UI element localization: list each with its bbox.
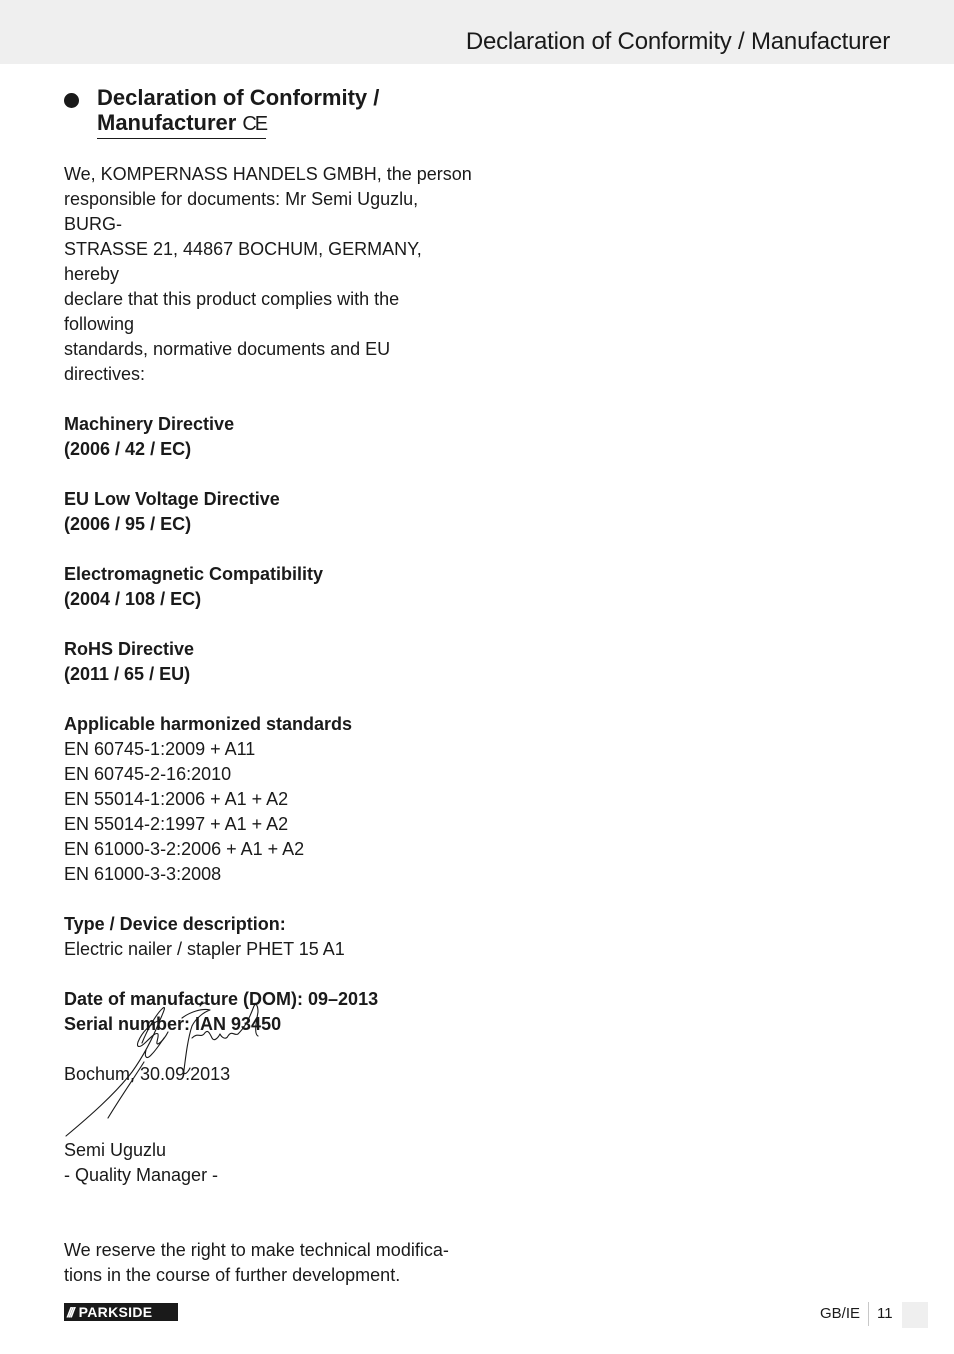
serial-number: Serial number: IAN 93450 (64, 1014, 282, 1034)
notice-line: tions in the course of further development. (64, 1265, 401, 1285)
parkside-logo (64, 1303, 178, 1321)
directive-name: Electromagnetic Compatibility (64, 564, 324, 584)
manufacture-date: Date of manufacture (DOM): 09–2013 (64, 989, 379, 1009)
page-header-title: Declaration of Conformity / Manufacturer (465, 28, 890, 55)
intro-line: responsible for documents: Mr Semi Uguzlu, BURG- (64, 189, 419, 234)
standards-title: Applicable harmonized standards (64, 714, 353, 734)
intro-line: standards, normative documents and EU directives: (64, 339, 391, 384)
footer-country: GB/IE (820, 1305, 861, 1322)
page-header (0, 0, 954, 64)
section-title-line2: Manufacturer (97, 110, 237, 135)
intro-line: STRASSE 21, 44867 BOCHUM, GERMANY, hereby (64, 239, 422, 284)
directive-code: (2011 / 65 / EU) (64, 664, 191, 684)
device-title: Type / Device description: (64, 914, 286, 934)
signatory-name: Semi Uguzlu (64, 1140, 167, 1160)
bullet-icon (64, 93, 79, 108)
intro-line: declare that this product complies with the following (64, 289, 400, 334)
section-title-line1: Declaration of Conformity / (97, 85, 380, 110)
intro-line: We, KOMPERNASS HANDELS GMBH, the person (64, 164, 472, 184)
modification-notice (64, 1238, 464, 1288)
standard-item: EN 55014-2:1997 + A1 + A2 (64, 814, 289, 834)
standard-item: EN 60745-1:2009 + A11 (64, 739, 256, 759)
standard-item: EN 55014-1:2006 + A1 + A2 (64, 789, 289, 809)
logo-text: PARKSIDE (78, 1304, 153, 1320)
directive-code: (2004 / 108 / EC) (64, 589, 202, 609)
directive-code: (2006 / 95 / EC) (64, 514, 192, 534)
section-title-underlined (97, 110, 266, 139)
standard-item: EN 61000-3-3:2008 (64, 864, 222, 884)
page-number: 11 (877, 1305, 893, 1322)
signatory (64, 1138, 218, 1188)
place-date: Bochum, 30.09.2013 (64, 1064, 231, 1084)
signatory-role: - Quality Manager - (64, 1165, 219, 1185)
logo-stripes-icon: /// (67, 1304, 73, 1320)
section-title (97, 85, 457, 139)
standard-item: EN 61000-3-2:2006 + A1 + A2 (64, 839, 305, 859)
signature-image (60, 998, 270, 1140)
directive-name: EU Low Voltage Directive (64, 489, 280, 509)
directive-name: Machinery Directive (64, 414, 235, 434)
directive-name: RoHS Directive (64, 639, 195, 659)
ce-mark-icon: CE (242, 113, 267, 135)
standard-item: EN 60745-2-16:2010 (64, 764, 232, 784)
notice-line: We reserve the right to make technical modifica- (64, 1240, 449, 1260)
footer-divider (868, 1302, 869, 1326)
declaration-body (64, 162, 474, 1087)
directive-code: (2006 / 42 / EC) (64, 439, 192, 459)
device-value: Electric nailer / stapler PHET 15 A1 (64, 939, 345, 959)
footer-tab (902, 1302, 928, 1328)
